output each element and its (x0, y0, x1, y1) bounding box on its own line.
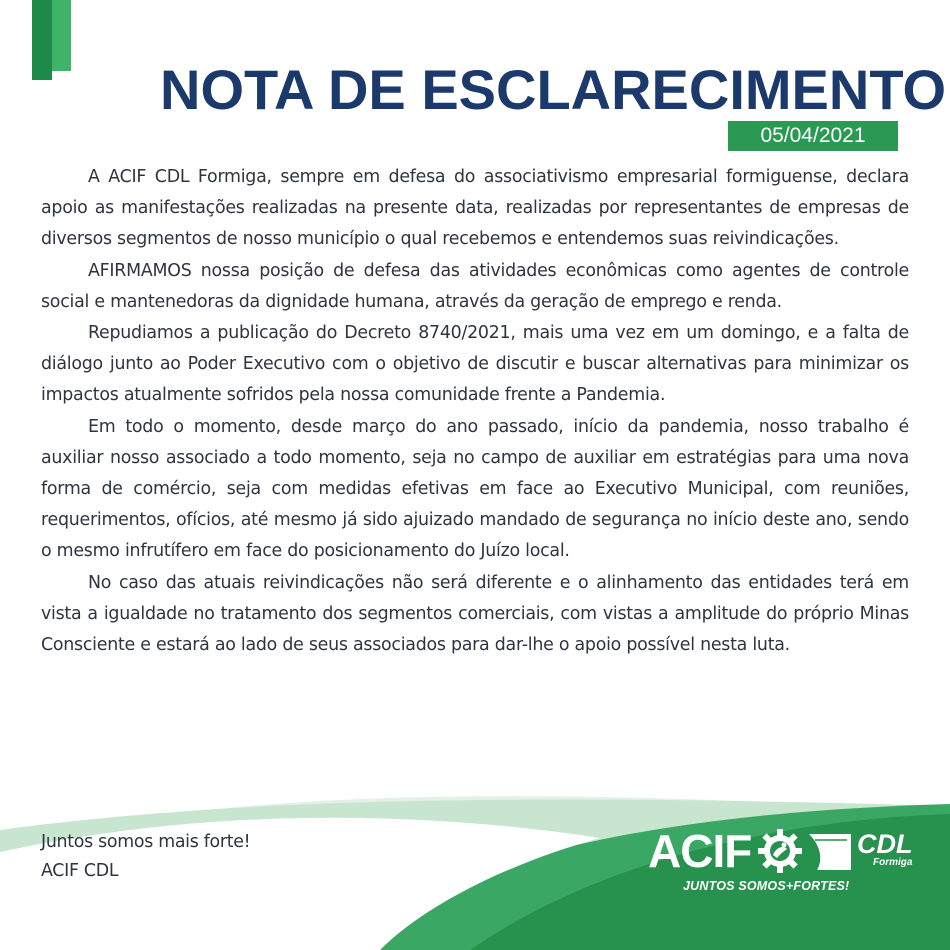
acif-wordmark: ACIF (648, 825, 752, 877)
decorative-bar-light (52, 0, 71, 71)
cdl-city: Formiga (873, 857, 913, 868)
paragraph-4: Em todo o momento, desde março do ano passado, início da pandemia, nosso trabalho é auxiliar nosso associado a todo momento, seja no campo de auxiliar em estratégias para uma nova forma de comércio, seja com medidas efetivas em face ao Executivo Municipal, com reuniões, requerimentos, ofícios, até mesmo já sido ajuizado mandado de segurança no início deste ano, sendo o mesmo infrutífero em face do posicionamento do Juízo local. (41, 416, 909, 562)
closing-signature: ACIF CDL (41, 861, 119, 881)
acif-cdl-logo (645, 824, 915, 904)
decorative-bar-dark (32, 0, 52, 80)
closing-slogan: Juntos somos mais forte! (41, 832, 251, 852)
paragraph-3: Repudiamos a publicação do Decreto 8740/2021, mais uma vez em um domingo, e a falta de diálogo junto ao Poder Executivo com o objetivo de discutir e buscar alternativas para minimizar os impactos atualmente sofridos pela nossa comunidade frente a Pandemia. (41, 323, 909, 406)
paragraph-2: AFIRMAMOS nossa posição de defesa das atividades econômicas como agentes de controle social e mantenedoras da dignidade humana, através da geração de emprego e renda. (41, 260, 909, 312)
statement-body (41, 162, 909, 661)
closing-block (41, 828, 250, 886)
cdl-wordmark: CDL (857, 829, 913, 859)
logo-slogan: JUNTOS SOMOS+FORTES! (683, 879, 850, 893)
page-title: NOTA DE ESCLARECIMENTO (160, 58, 947, 121)
paragraph-1: A ACIF CDL Formiga, sempre em defesa do associativismo empresarial formiguense, declara apoio as manifestações realizadas na presente data, realizadas por representantes de empresas de diversos segmentos de nosso município o qual recebemos e entendemos suas reivindicações. (41, 167, 909, 250)
date-badge: 05/04/2021 (728, 121, 898, 151)
cdl-mark-icon (807, 832, 853, 872)
gear-icon (756, 827, 804, 875)
paragraph-5: No caso das atuais reivindicações não será diferente e o alinhamento das entidades terá em vista a igualdade no tratamento dos segmentos comerciais, com vistas a amplitude do próprio Minas Consciente e estará ao lado de seus associados para dar-lhe o apoio possível nesta luta. (41, 572, 909, 656)
